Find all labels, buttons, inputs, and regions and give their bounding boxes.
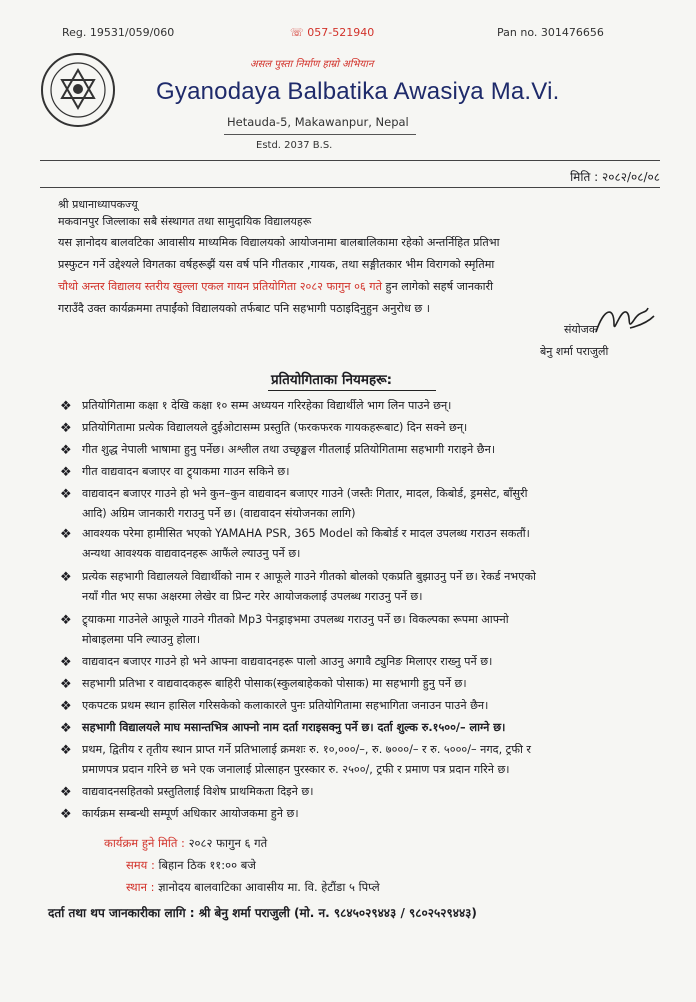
rule-text: मोबाइलमा पनि ल्याउनु होला। [82,633,201,646]
bullet-icon: ❖ [60,570,72,585]
rule-text: गीत वाद्यवादन बजाएर वा ट्र्याकमा गाउन सकिने छ। [82,465,290,478]
bullet-icon: ❖ [60,721,72,736]
rule-item [60,718,656,738]
bullet-icon: ❖ [60,421,72,436]
rule-text: वाद्यवादन बजाएर गाउने हो भने आफ्ना वाद्यवादनहरू पालो आउनु अगावै ट्युनिङ मिलाएर राख्नु पर्ने छ। [82,655,493,668]
bullet-icon: ❖ [60,399,72,414]
recipient-address: मकवानपुर जिल्लाका सबै संस्थागत तथा सामुदायिक विद्यालयहरू [58,215,312,228]
school-address: Hetauda-5, Makawanpur, Nepal [227,115,409,129]
rule-text: नयाँ गीत भए सफा अक्षरमा लेखेर वा प्रिन्ट गरेर आयोजकलाई उपलब्ध गराउनु पर्ने छ। [82,590,423,603]
rule-item [60,462,656,482]
body-line: प्रस्फुटन गर्ने उद्देश्यले विगतका वर्षहरूझैं यस वर्ष पनि गीतकार ,गायक, तथा सङ्गीतकार भीम विरागको स्मृतिमा [58,258,495,271]
rule-item [60,567,656,607]
rule-text: गीत शुद्ध नेपाली भाषामा हुनु पर्नेछ। अश्लील तथा उच्छृङ्खल गीतलाई प्रतियोगितामा सहभागी गराइने छैन। [82,443,496,456]
bullet-icon: ❖ [60,785,72,800]
phone-icon: ☏ [290,26,304,39]
event-place [126,880,380,895]
phone-number-text: 057-521940 [307,26,375,39]
established-year: Estd. 2037 B.S. [256,140,333,151]
signatory-title: संयोजक [564,323,598,336]
header-divider [40,160,660,161]
body-line: गराउँदै उक्त कार्यक्रममा तपाईंको विद्यालयको तर्फबाट पनि सहभागी पठाइदिनुहुन अनुरोध छ । [58,302,431,315]
school-logo-icon [40,52,116,128]
event-time-value: बिहान ठिक ११:०० बजे [154,858,256,872]
rule-item [60,484,656,524]
bullet-icon: ❖ [60,487,72,502]
rule-item [60,696,656,716]
event-place-label: स्थान : [126,880,155,894]
letter-date: मिति : २०८२/०८/०८ [570,170,660,184]
event-time [126,858,256,873]
rule-text: प्रत्येक सहभागी विद्यालयले विद्यार्थीको नाम र आफूले गाउने गीतको बोलको एकप्रति बुझाउनु पर्ने छ। रेकर्ड नभएको [82,570,536,583]
rule-item [60,674,656,694]
rule-item [60,610,656,650]
school-name: Gyanodaya Balbatika Awasiya Ma.Vi. [156,78,560,105]
rule-text: प्रतियोगितामा प्रत्येक विद्यालयले दुईओटासम्म प्रस्तुति (फरकफरक गायकहरूबाट) दिन सक्ने छन्। [82,421,468,434]
pan-number: Pan no. 301476656 [497,26,604,39]
bullet-icon: ❖ [60,807,72,822]
rule-text: आदि) अग्रिम जानकारी गराउनु पर्ने छ। (वाद्यवादन संयोजनका लागि) [82,507,356,520]
phone-number [290,26,374,39]
bullet-icon: ❖ [60,465,72,480]
rule-text: सहभागी प्रतिभा र वाद्यवादकहरू बाहिरी पोसाक(स्कुलबाहेकको पोसाक) मा सहभागी हुनु पर्ने छ। [82,677,467,690]
date-divider [40,187,660,188]
bullet-icon: ❖ [60,699,72,714]
bullet-icon: ❖ [60,613,72,628]
school-tagline: असल पुस्ता निर्माण हाम्रो अभियान [250,59,374,70]
rule-text: वाद्यवादनसहितको प्रस्तुतिलाई विशेष प्राथमिकता दिइने छ। [82,785,314,798]
rule-item [60,396,656,416]
rule-text: सहभागी विद्यालयले माघ मसान्तभित्र आफ्नो नाम दर्ता गराइसक्नु पर्ने छ। दर्ता शुल्क रु.१५००/– लाग्ने छ। [82,721,506,734]
bullet-icon: ❖ [60,527,72,542]
event-date-label: कार्यक्रम हुने मिति : [104,836,185,850]
bullet-icon: ❖ [60,443,72,458]
rules-heading: प्रतियोगिताका नियमहरू: [271,372,393,388]
rule-text: एकपटक प्रथम स्थान हासिल गरिसकेको कलाकारले पुनः प्रतियोगितामा सहभागिता जनाउन पाउने छैन। [82,699,489,712]
rule-text: अन्यथा आवश्यक वाद्यवादनहरू आफैंले ल्याउनु पर्ने छ। [82,547,301,560]
event-highlight: चौथो अन्तर विद्यालय स्तरीय खुल्ला एकल गायन प्रतियोगिता २०८२ फागुन ०६ गते [58,280,382,293]
bullet-icon: ❖ [60,655,72,670]
rule-text: प्रतियोगितामा कक्षा १ देखि कक्षा १० सम्म अध्ययन गरिरहेका विद्यार्थीले भाग लिन पाउने छन्। [82,399,452,412]
rule-item [60,740,656,780]
event-date [104,836,267,851]
address-underline [224,134,416,135]
body-line: चौथो अन्तर विद्यालय स्तरीय खुल्ला एकल गायन प्रतियोगिता २०८२ फागुन ०६ गते हुन लागेको सहर्ष जानकारी [58,280,493,293]
body-line: यस ज्ञानोदय बालवटिका आवासीय माध्यमिक विद्यालयको आयोजनामा बालबालिकामा रहेको अन्तर्निहित प्रतिभा [58,236,500,249]
recipient-title: श्री प्रधानाध्यापकज्यू [58,198,138,211]
rule-text: कार्यक्रम सम्बन्धी सम्पूर्ण अधिकार आयोजकमा हुने छ। [82,807,299,820]
rule-item [60,440,656,460]
rule-item [60,804,656,824]
rule-text: वाद्यवादन बजाएर गाउने हो भने कुन–कुन वाद्यवादन बजाएर गाउने (जस्तैः गितार, मादल, किबोर्ड, ड्रमसेट, बाँसुरी [82,487,528,500]
registration-contact: दर्ता तथा थप जानकारीका लागि : श्री बेनु शर्मा पराजुली (मो. न. ९८४५०२९४४३ / ९८०२५२९४४३) [48,906,477,920]
rule-text: प्रथम, द्वितीय र तृतीय स्थान प्राप्त गर्ने प्रतिभालाई क्रमशः रु. १०,०००/–, रु. ७०००/– र रु. ५०००/– नगद, ट्रफी र [82,743,531,756]
letter-body [58,232,658,320]
event-date-value: २०८२ फागुन ६ गते [184,836,268,850]
rule-text: आवश्यक परेमा हामीसित भएको YAMAHA PSR, 365 Model को किबोर्ड र मादल उपलब्ध गराउन सकतौं। [82,527,530,540]
rule-item [60,418,656,438]
rule-text: ट्र्याकमा गाउनेले आफूले गाउने गीतको Mp3 पेनड्राइभमा उपलब्ध गराउनु पर्ने छ। विकल्पका रूपमा आफ्नो [82,613,509,626]
bullet-icon: ❖ [60,743,72,758]
rule-item [60,782,656,802]
rule-text: प्रमाणपत्र प्रदान गरिने छ भने एक जनालाई प्रोत्साहन पुरस्कार रु. २५००/, ट्रफी र प्रमाण पत्र प्रदान गरिने छ। [82,763,510,776]
rule-item [60,524,656,564]
signature-icon [590,302,660,342]
event-time-label: समय : [126,858,155,872]
rule-item [60,652,656,672]
registration-number: Reg. 19531/059/060 [62,26,175,39]
rules-heading-underline [268,390,436,391]
bullet-icon: ❖ [60,677,72,692]
event-place-value: ज्ञानोदय बालवाटिका आवासीय मा. वि. हेटौंडा ५ पिप्ले [154,880,380,894]
signatory-name: बेनु शर्मा पराजुली [540,345,609,358]
